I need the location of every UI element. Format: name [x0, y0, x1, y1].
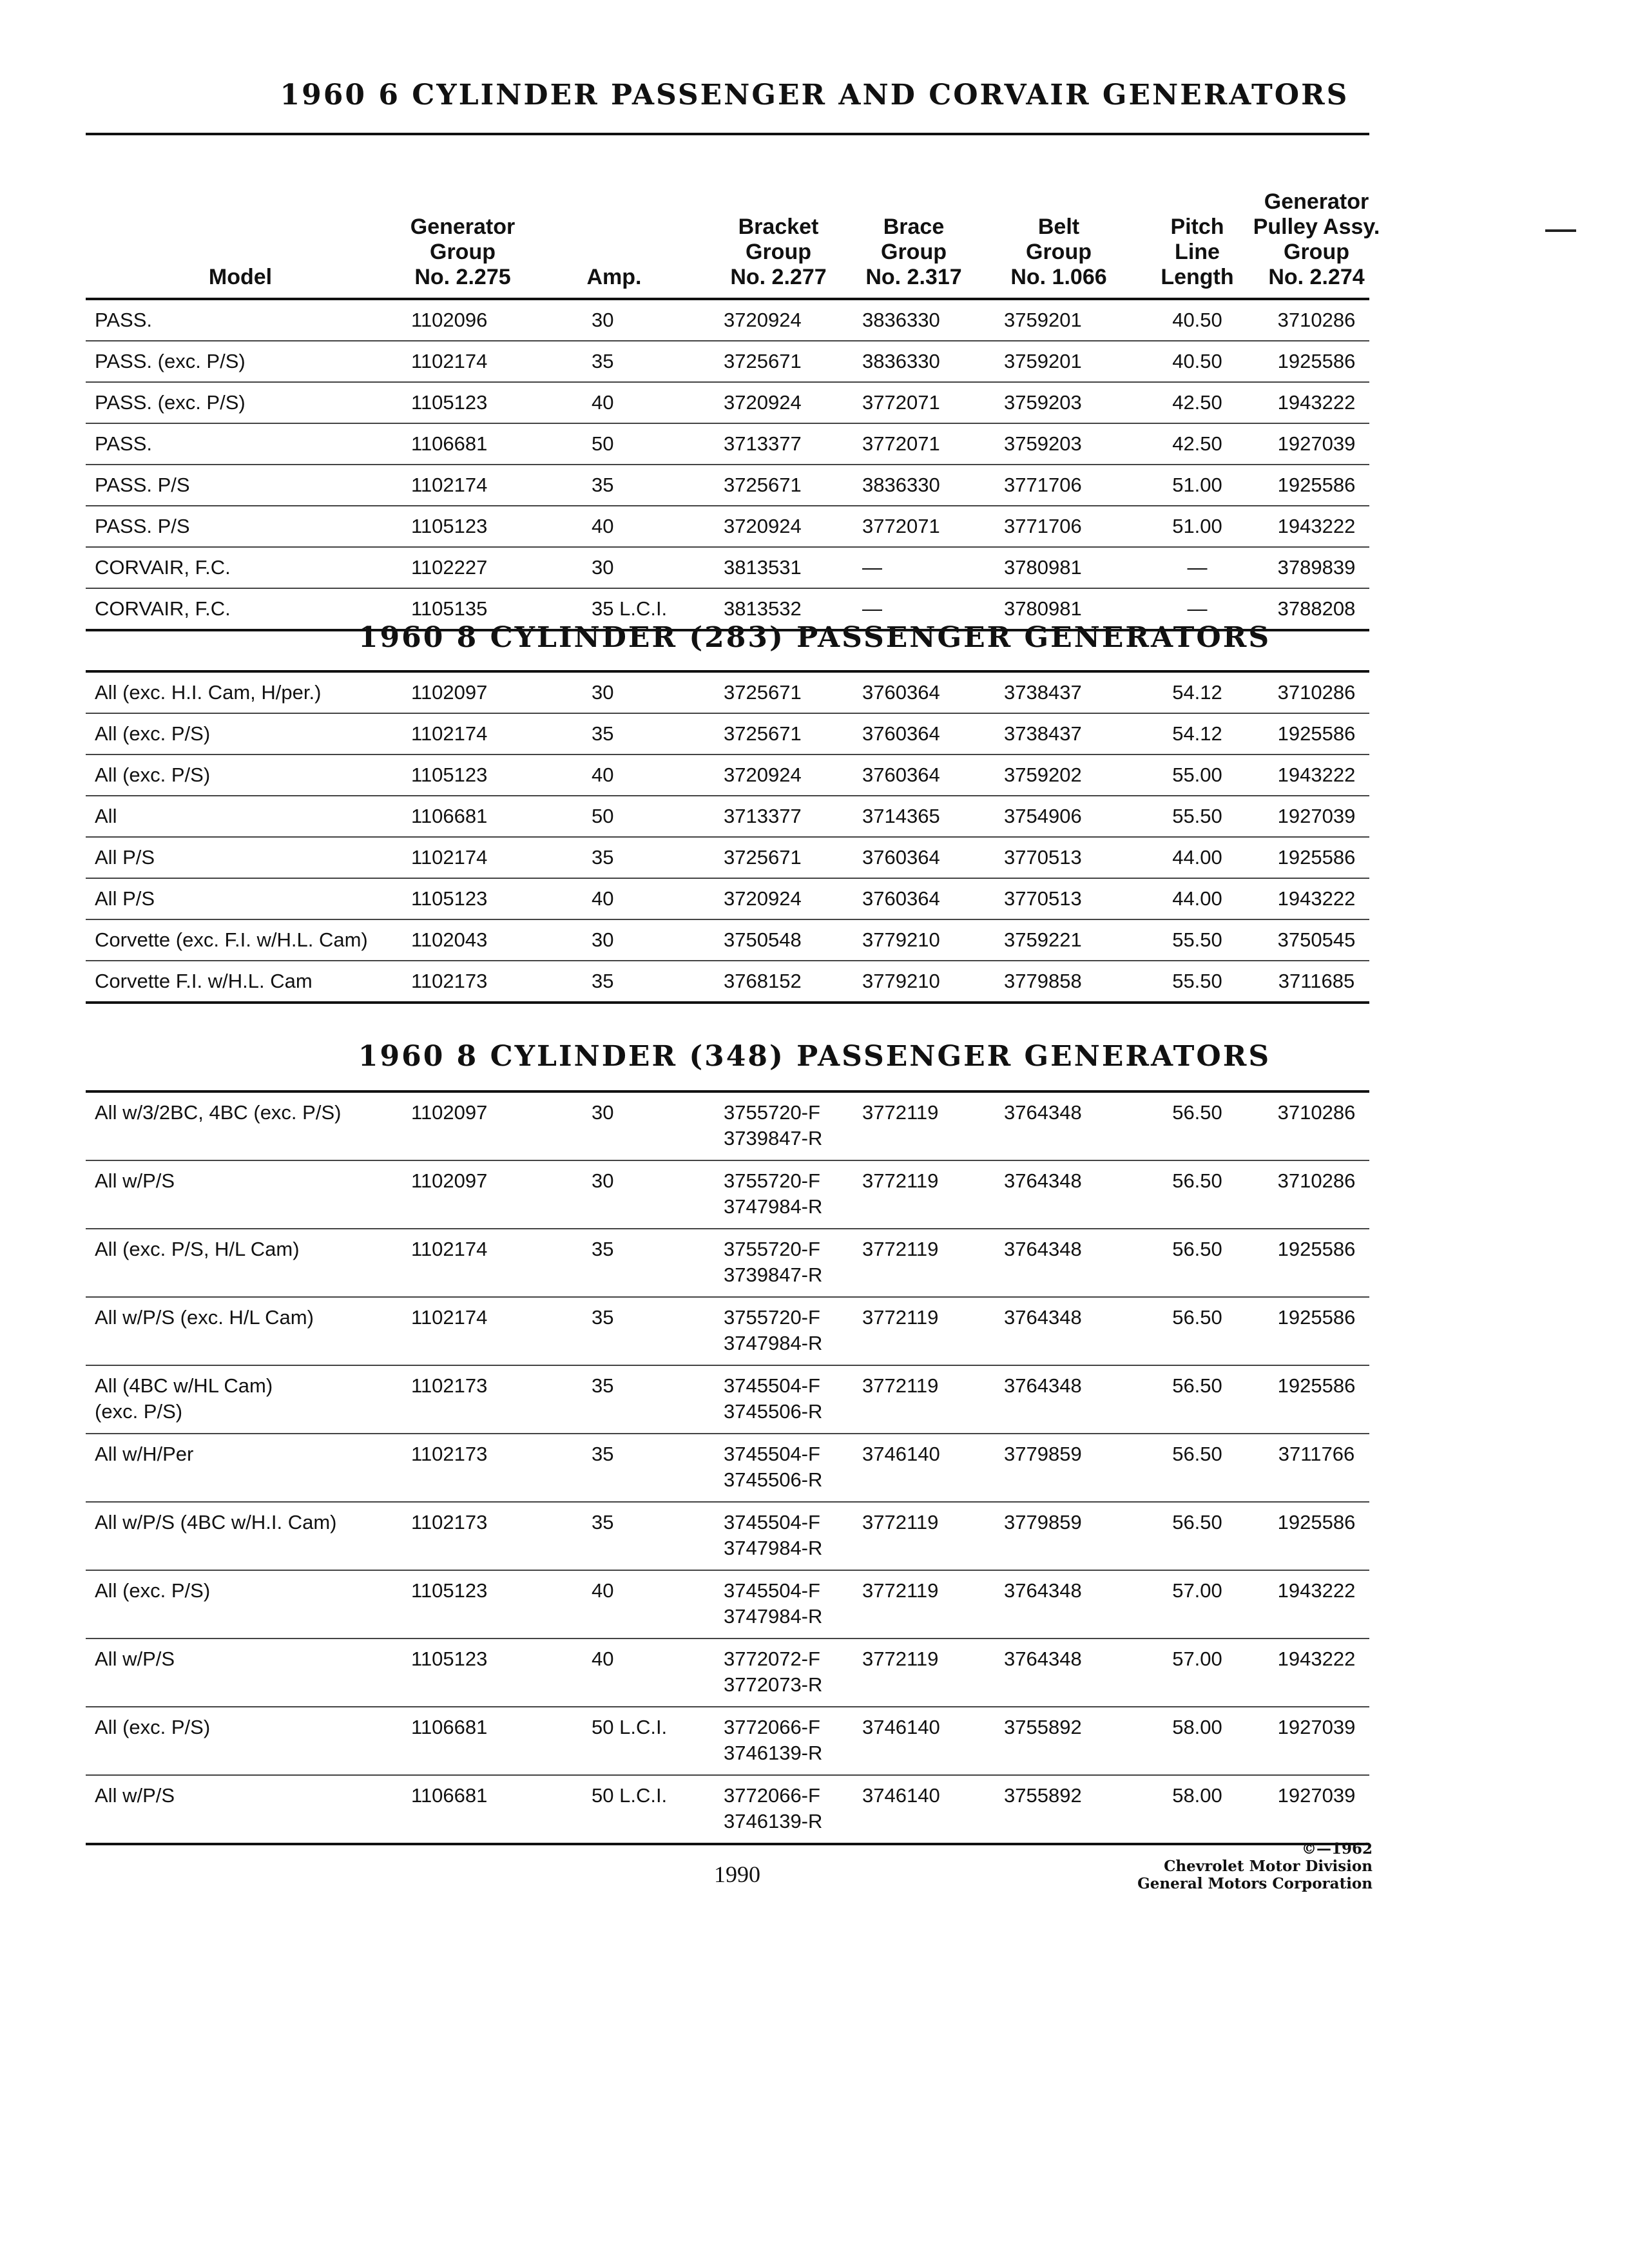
cell-pitch-line-length: 56.50: [1172, 1169, 1222, 1192]
cell-generator-group: 1106681: [411, 1716, 488, 1738]
cell-brace-group: 3772119: [862, 1511, 939, 1533]
cell-bracket-group: 3720924: [724, 309, 802, 331]
cell-amp: 40: [592, 515, 614, 537]
table-row: [86, 838, 1369, 879]
cell-model: PASS.: [95, 309, 153, 331]
cell-pulley-group: 3711685: [1278, 970, 1355, 992]
cell-amp: 40: [592, 1579, 614, 1602]
cell-bracket-group: 3755720-F 3739847-R: [724, 1101, 823, 1149]
table-row: [86, 796, 1369, 838]
cell-brace-group: —: [862, 597, 882, 620]
cell-pulley-group: 1927039: [1277, 432, 1356, 455]
table-row: [86, 383, 1369, 424]
cell-generator-group: 1105123: [411, 515, 488, 537]
cell-amp: 35: [592, 846, 614, 869]
cell-model: All (exc. P/S, H/L Cam): [95, 1238, 300, 1260]
header-bracket-group: Bracket Group No. 2.277: [730, 215, 827, 289]
cell-generator-group: 1105123: [411, 764, 488, 786]
table-row: [86, 920, 1369, 961]
cell-generator-group: 1102227: [411, 556, 488, 579]
table-row: [86, 1571, 1369, 1639]
cell-belt-group: 3759203: [1004, 391, 1082, 414]
cell-bracket-group: 3745504-F 3747984-R: [724, 1579, 823, 1628]
cell-pitch-line-length: 42.50: [1172, 391, 1222, 414]
cell-pulley-group: 1925586: [1277, 1511, 1356, 1533]
cell-generator-group: 1102174: [411, 1238, 488, 1260]
cell-generator-group: 1102043: [411, 928, 488, 951]
cell-generator-group: 1102174: [411, 474, 488, 496]
page-number: 1990: [714, 1861, 760, 1887]
cell-amp: 40: [592, 1648, 614, 1670]
cell-model: All (exc. P/S): [95, 1579, 211, 1602]
cell-amp: 40: [592, 887, 614, 910]
cell-generator-group: 1106681: [411, 1784, 488, 1807]
cell-pulley-group: 3750545: [1277, 928, 1356, 951]
cell-belt-group: 3771706: [1004, 515, 1082, 537]
cell-brace-group: 3760364: [862, 722, 940, 745]
cell-bracket-group: 3720924: [724, 515, 802, 537]
cell-brace-group: 3779210: [862, 970, 940, 992]
cell-bracket-group: 3772066-F 3746139-R: [724, 1716, 823, 1764]
table-row: [86, 1503, 1369, 1571]
cell-amp: 50 L.C.I.: [592, 1716, 668, 1738]
cell-bracket-group: 3720924: [724, 887, 802, 910]
cell-pitch-line-length: 44.00: [1172, 887, 1222, 910]
cell-pulley-group: 1943222: [1277, 764, 1356, 786]
header-pitch-line-length: Pitch Line Length: [1161, 215, 1234, 289]
cell-model: CORVAIR, F.C.: [95, 556, 231, 579]
cell-pitch-line-length: 56.50: [1172, 1306, 1222, 1329]
cell-bracket-group: 3755720-F 3747984-R: [724, 1169, 823, 1218]
cell-model: All (exc. P/S): [95, 722, 211, 745]
cell-generator-group: 1102097: [411, 681, 488, 704]
table-row: [86, 1093, 1369, 1161]
table-row: [86, 961, 1369, 1004]
cell-generator-group: 1102097: [411, 1169, 488, 1192]
cell-model: All (exc. H.I. Cam, H/per.): [95, 681, 322, 704]
cell-brace-group: 3836330: [862, 474, 940, 496]
cell-belt-group: 3759203: [1004, 432, 1082, 455]
table-row: [86, 1161, 1369, 1229]
cell-generator-group: 1105123: [411, 1648, 488, 1670]
cell-pitch-line-length: 55.50: [1172, 805, 1222, 827]
cell-model: All w/P/S (4BC w/H.I. Cam): [95, 1511, 337, 1533]
cell-pulley-group: 1943222: [1277, 1579, 1356, 1602]
table-row: [86, 673, 1369, 714]
cell-bracket-group: 3772072-F 3772073-R: [724, 1648, 823, 1696]
cell-bracket-group: 3725671: [724, 474, 802, 496]
cell-belt-group: 3738437: [1004, 722, 1082, 745]
cell-amp: 50: [592, 805, 614, 827]
cell-bracket-group: 3813531: [724, 556, 802, 579]
table-row: [86, 1707, 1369, 1776]
cell-pitch-line-length: 42.50: [1172, 432, 1222, 455]
cell-model: PASS. (exc. P/S): [95, 391, 246, 414]
cell-model: All P/S: [95, 887, 155, 910]
cell-pitch-line-length: 58.00: [1172, 1716, 1222, 1738]
cell-brace-group: 3746140: [862, 1716, 940, 1738]
cell-model: All w/P/S: [95, 1784, 175, 1807]
table-8-cylinder-283: [86, 670, 1369, 1004]
cell-belt-group: 3764348: [1004, 1374, 1082, 1397]
cell-model: PASS. (exc. P/S): [95, 350, 246, 372]
cell-model: All w/P/S (exc. H/L Cam): [95, 1306, 314, 1329]
cell-brace-group: 3772071: [862, 515, 940, 537]
cell-brace-group: 3760364: [862, 764, 940, 786]
cell-amp: 30: [592, 309, 614, 331]
cell-pitch-line-length: 56.50: [1172, 1238, 1222, 1260]
cell-model: PASS.: [95, 432, 153, 455]
cell-amp: 35: [592, 1511, 614, 1533]
cell-pitch-line-length: 56.50: [1172, 1374, 1222, 1397]
copyright-line: Chevrolet Motor Division: [1164, 1858, 1373, 1875]
table-row: [86, 1434, 1369, 1503]
cell-pulley-group: 3710286: [1277, 681, 1356, 704]
cell-amp: 35: [592, 1238, 614, 1260]
cell-generator-group: 1102173: [411, 1374, 488, 1397]
cell-generator-group: 1102174: [411, 846, 488, 869]
cell-model: All w/H/Per: [95, 1443, 194, 1465]
cell-bracket-group: 3745504-F 3747984-R: [724, 1511, 823, 1559]
cell-model: All w/P/S: [95, 1169, 175, 1192]
cell-belt-group: 3764348: [1004, 1306, 1082, 1329]
cell-pitch-line-length: 44.00: [1172, 846, 1222, 869]
cell-bracket-group: 3720924: [724, 764, 802, 786]
cell-belt-group: 3759201: [1004, 309, 1082, 331]
cell-bracket-group: 3755720-F 3739847-R: [724, 1238, 823, 1286]
table-row: [86, 424, 1369, 465]
cell-bracket-group: 3725671: [724, 681, 802, 704]
cell-bracket-group: 3713377: [724, 805, 802, 827]
cell-pulley-group: 1925586: [1277, 1238, 1356, 1260]
header-belt-group: Belt Group No. 1.066: [1010, 215, 1107, 289]
cell-belt-group: 3764348: [1004, 1101, 1082, 1124]
table-row: [86, 1639, 1369, 1707]
table-row: [86, 879, 1369, 920]
copyright-line: General Motors Corporation: [1137, 1875, 1373, 1892]
cell-belt-group: 3759221: [1004, 928, 1082, 951]
cell-model: All (4BC w/HL Cam) (exc. P/S): [95, 1374, 273, 1423]
cell-amp: 35: [592, 722, 614, 745]
copyright-line: ©—1962: [1301, 1840, 1373, 1858]
section-title-6-cylinder: 1960 6 CYLINDER PASSENGER AND CORVAIR GENERATORS: [280, 79, 1349, 111]
cell-amp: 35: [592, 1443, 614, 1465]
table-row: [86, 714, 1369, 755]
cell-generator-group: 1105123: [411, 887, 488, 910]
cell-pulley-group: 1925586: [1277, 350, 1356, 372]
cell-pitch-line-length: —: [1187, 556, 1208, 579]
cell-brace-group: 3772071: [862, 391, 940, 414]
cell-generator-group: 1102173: [411, 970, 488, 992]
cell-pulley-group: 1927039: [1277, 1716, 1356, 1738]
cell-amp: 30: [592, 556, 614, 579]
cell-brace-group: —: [862, 556, 882, 579]
cell-brace-group: 3714365: [862, 805, 940, 827]
table-row: [86, 465, 1369, 506]
cell-belt-group: 3780981: [1004, 556, 1082, 579]
cell-generator-group: 1102096: [411, 309, 488, 331]
cell-brace-group: 3760364: [862, 846, 940, 869]
cell-pitch-line-length: 55.00: [1172, 764, 1222, 786]
table-header: [86, 133, 1380, 300]
cell-bracket-group: 3725671: [724, 722, 802, 745]
cell-brace-group: 3746140: [862, 1784, 940, 1807]
cell-belt-group: 3738437: [1004, 681, 1082, 704]
cell-model: All P/S: [95, 846, 155, 869]
cell-model: Corvette (exc. F.I. w/H.L. Cam): [95, 928, 368, 951]
cell-belt-group: 3764348: [1004, 1648, 1082, 1670]
cell-pulley-group: 3789839: [1277, 556, 1356, 579]
cell-model: PASS. P/S: [95, 474, 190, 496]
cell-brace-group: 3760364: [862, 681, 940, 704]
cell-pulley-group: 3710286: [1277, 1101, 1356, 1124]
cell-belt-group: 3759201: [1004, 350, 1082, 372]
cell-amp: 35: [592, 1374, 614, 1397]
cell-bracket-group: 3725671: [724, 846, 802, 869]
cell-pitch-line-length: 55.50: [1172, 970, 1222, 992]
cell-brace-group: 3760364: [862, 887, 940, 910]
margin-mark: [1545, 229, 1576, 232]
cell-brace-group: 3772119: [862, 1648, 939, 1670]
header-brace-group: Brace Group No. 2.317: [865, 215, 962, 289]
cell-pulley-group: 1943222: [1277, 391, 1356, 414]
cell-pitch-line-length: 57.00: [1172, 1648, 1222, 1670]
cell-generator-group: 1105135: [411, 597, 488, 620]
cell-belt-group: 3779858: [1004, 970, 1082, 992]
cell-pitch-line-length: 54.12: [1172, 722, 1222, 745]
cell-model: PASS. P/S: [95, 515, 190, 537]
cell-pulley-group: 1927039: [1277, 1784, 1356, 1807]
section-title-8-cylinder-348: 1960 8 CYLINDER (348) PASSENGER GENERATORS: [358, 1040, 1271, 1073]
cell-amp: 40: [592, 764, 614, 786]
cell-pitch-line-length: 58.00: [1172, 1784, 1222, 1807]
cell-bracket-group: 3713377: [724, 432, 802, 455]
cell-brace-group: 3772119: [862, 1306, 939, 1329]
cell-pitch-line-length: 40.50: [1172, 309, 1222, 331]
cell-bracket-group: 3750548: [724, 928, 802, 951]
cell-belt-group: 3770513: [1004, 887, 1082, 910]
cell-belt-group: 3764348: [1004, 1169, 1082, 1192]
header-generator-group: Generator Group No. 2.275: [410, 215, 516, 289]
table-row: [86, 1776, 1369, 1845]
cell-pitch-line-length: 56.50: [1172, 1443, 1222, 1465]
cell-pulley-group: 1925586: [1277, 474, 1356, 496]
cell-bracket-group: 3813532: [724, 597, 802, 620]
cell-brace-group: 3836330: [862, 350, 940, 372]
cell-brace-group: 3746140: [862, 1443, 940, 1465]
cell-belt-group: 3764348: [1004, 1238, 1082, 1260]
cell-belt-group: 3771706: [1004, 474, 1082, 496]
cell-amp: 50: [592, 432, 614, 455]
cell-amp: 35: [592, 350, 614, 372]
cell-bracket-group: 3745504-F 3745506-R: [724, 1443, 823, 1491]
cell-belt-group: 3770513: [1004, 846, 1082, 869]
cell-amp: 35 L.C.I.: [592, 597, 668, 620]
cell-pitch-line-length: 56.50: [1172, 1101, 1222, 1124]
cell-brace-group: 3772119: [862, 1374, 939, 1397]
table-row: [86, 300, 1369, 341]
copyright-block: [1057, 1840, 1373, 1892]
header-generator-pulley-group: Generator Pulley Assy. Group No. 2.274: [1253, 189, 1380, 289]
cell-pulley-group: 1925586: [1277, 1306, 1356, 1329]
cell-pulley-group: 1943222: [1277, 515, 1356, 537]
cell-brace-group: 3772119: [862, 1238, 939, 1260]
table-8-cylinder-348: [86, 1090, 1369, 1845]
table-row: [86, 548, 1369, 589]
header-model: Model: [208, 265, 273, 289]
cell-brace-group: 3836330: [862, 309, 940, 331]
cell-bracket-group: 3725671: [724, 350, 802, 372]
cell-generator-group: 1106681: [411, 432, 488, 455]
cell-bracket-group: 3745504-F 3745506-R: [724, 1374, 823, 1423]
cell-model: All (exc. P/S): [95, 1716, 211, 1738]
cell-generator-group: 1102174: [411, 722, 488, 745]
table-row: [86, 341, 1369, 383]
cell-brace-group: 3772119: [862, 1169, 939, 1192]
cell-pitch-line-length: 51.00: [1172, 515, 1222, 537]
header-amp: Amp.: [586, 265, 642, 289]
cell-amp: 35: [592, 1306, 614, 1329]
cell-belt-group: 3755892: [1004, 1784, 1082, 1807]
cell-pitch-line-length: —: [1187, 597, 1208, 620]
cell-amp: 30: [592, 1169, 614, 1192]
cell-amp: 30: [592, 681, 614, 704]
cell-amp: 50 L.C.I.: [592, 1784, 668, 1807]
cell-amp: 30: [592, 1101, 614, 1124]
cell-bracket-group: 3772066-F 3746139-R: [724, 1784, 823, 1832]
cell-pulley-group: 1925586: [1277, 846, 1356, 869]
cell-pulley-group: 3788208: [1277, 597, 1356, 620]
cell-pulley-group: 3710286: [1277, 1169, 1356, 1192]
cell-pitch-line-length: 51.00: [1172, 474, 1222, 496]
cell-pulley-group: 1927039: [1277, 805, 1356, 827]
cell-pulley-group: 3711766: [1278, 1443, 1355, 1465]
table-row: [86, 1298, 1369, 1366]
cell-generator-group: 1102173: [411, 1511, 488, 1533]
cell-belt-group: 3779859: [1004, 1443, 1082, 1465]
cell-pulley-group: 1943222: [1277, 887, 1356, 910]
cell-belt-group: 3780981: [1004, 597, 1082, 620]
cell-brace-group: 3772119: [862, 1101, 939, 1124]
cell-generator-group: 1102173: [411, 1443, 488, 1465]
cell-model: All w/3/2BC, 4BC (exc. P/S): [95, 1101, 342, 1124]
cell-amp: 30: [592, 928, 614, 951]
cell-bracket-group: 3720924: [724, 391, 802, 414]
cell-belt-group: 3764348: [1004, 1579, 1082, 1602]
cell-model: Corvette F.I. w/H.L. Cam: [95, 970, 313, 992]
table-6-cylinder: [86, 133, 1380, 631]
cell-model: CORVAIR, F.C.: [95, 597, 231, 620]
cell-amp: 40: [592, 391, 614, 414]
cell-pulley-group: 1925586: [1277, 1374, 1356, 1397]
cell-generator-group: 1102174: [411, 350, 488, 372]
cell-pitch-line-length: 57.00: [1172, 1579, 1222, 1602]
cell-brace-group: 3772119: [862, 1579, 939, 1602]
cell-pulley-group: 1925586: [1277, 722, 1356, 745]
cell-generator-group: 1105123: [411, 391, 488, 414]
table-row: [86, 1366, 1369, 1434]
cell-amp: 35: [592, 474, 614, 496]
cell-generator-group: 1105123: [411, 1579, 488, 1602]
cell-belt-group: 3754906: [1004, 805, 1082, 827]
cell-bracket-group: 3768152: [724, 970, 802, 992]
cell-pitch-line-length: 40.50: [1172, 350, 1222, 372]
cell-brace-group: 3779210: [862, 928, 940, 951]
table-row: [86, 1229, 1369, 1298]
cell-belt-group: 3755892: [1004, 1716, 1082, 1738]
cell-amp: 35: [592, 970, 614, 992]
cell-pitch-line-length: 54.12: [1172, 681, 1222, 704]
cell-generator-group: 1102097: [411, 1101, 488, 1124]
cell-model: All w/P/S: [95, 1648, 175, 1670]
table-row: [86, 506, 1369, 548]
cell-model: All (exc. P/S): [95, 764, 211, 786]
cell-bracket-group: 3755720-F 3747984-R: [724, 1306, 823, 1354]
cell-generator-group: 1106681: [411, 805, 488, 827]
section-title-8-cylinder-283: 1960 8 CYLINDER (283) PASSENGER GENERATORS: [358, 621, 1271, 654]
cell-generator-group: 1102174: [411, 1306, 488, 1329]
cell-pulley-group: 1943222: [1277, 1648, 1356, 1670]
cell-belt-group: 3779859: [1004, 1511, 1082, 1533]
cell-model: All: [95, 805, 117, 827]
cell-belt-group: 3759202: [1004, 764, 1082, 786]
cell-brace-group: 3772071: [862, 432, 940, 455]
cell-pitch-line-length: 56.50: [1172, 1511, 1222, 1533]
cell-pitch-line-length: 55.50: [1172, 928, 1222, 951]
table-row: [86, 755, 1369, 796]
cell-pulley-group: 3710286: [1277, 309, 1356, 331]
